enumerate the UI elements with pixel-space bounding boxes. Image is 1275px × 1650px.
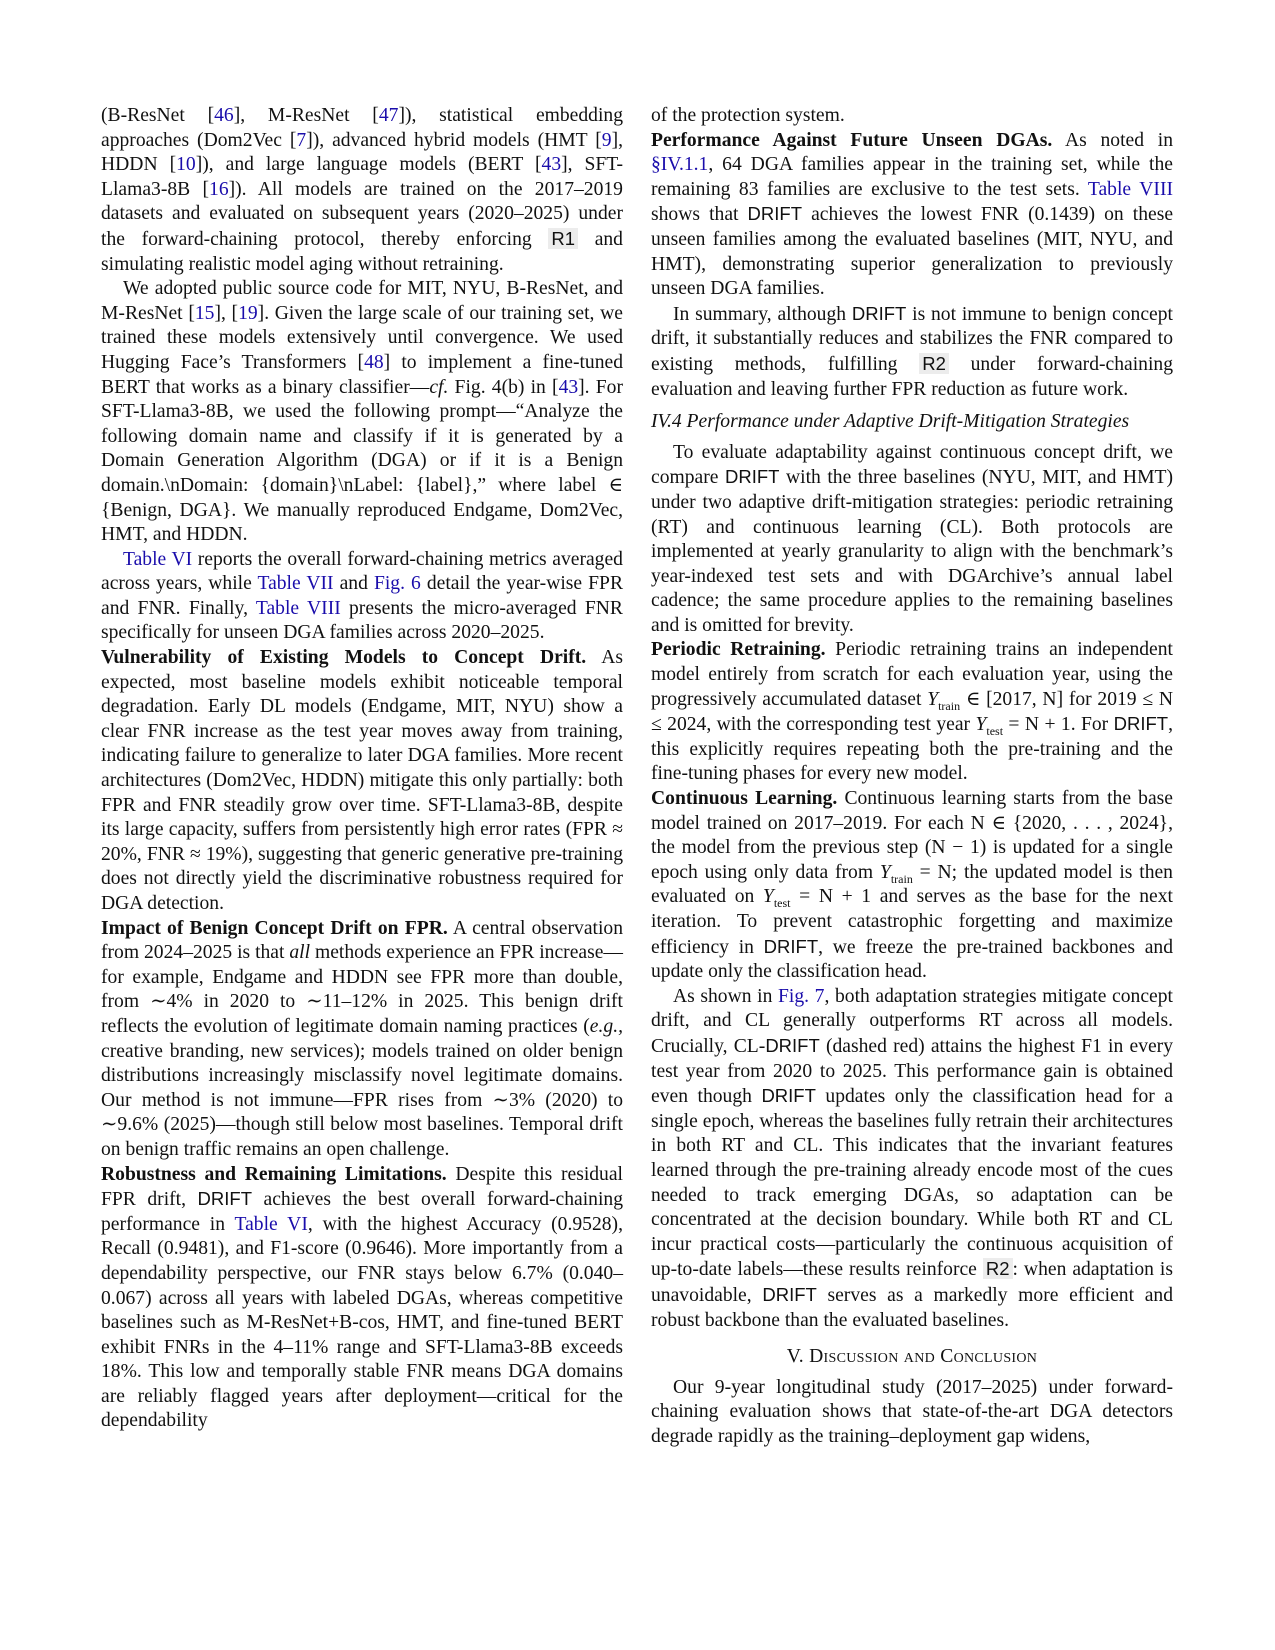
link-table-viii[interactable]: Table VIII [255, 597, 341, 619]
citation-19[interactable]: 19 [238, 302, 258, 324]
right-column [651, 104, 1173, 1449]
section-heading: V. Discussion and Conclusion [786, 1346, 1038, 1368]
link-fig-7[interactable]: Fig. 7 [778, 985, 825, 1007]
run-in-heading: Continuous Learning. [651, 788, 838, 810]
citation-7[interactable]: 7 [296, 129, 307, 151]
paragraph-continuation: of the protection system. [651, 105, 845, 126]
citation-16[interactable]: 16 [209, 178, 229, 200]
requirement-r1-tag[interactable]: R1 [548, 228, 578, 249]
paragraph-summary: In summary, although DRIFT is not immune to benign concept drift, it substantially reduces and stabilizes the FNR compared to existing methods, fulfilling R2 under forward-chaining evaluation and leaving further FPR reduction as future work. [651, 302, 1173, 400]
paragraph-robustness: Robustness and Remaining Limitations. Despite this residual FPR drift, DRIFT achieves the best overall forward-chaining performance in Table VI, with the highest Accuracy (0.9528), Recall (0.9481), and F1-score (0.9646). More importantly from a dependability perspective, our FNR stays below 6.7% (0.040–0.067) across all years with labeled DGAs, whereas competitive baselines such as M-ResNet+B-cos, HMT, and fine-tuned BERT exhibit FNRs in the 4–11% range and SFT-Llama3-8B exceeds 18%. This low and temporally stable FNR means DGA domains are reliably flagged years after deployment—critical for the dependability [101, 1163, 623, 1432]
run-in-heading: Impact of Benign Concept Drift on FPR. [101, 917, 448, 939]
run-in-heading: Robustness and Remaining Limitations. [101, 1163, 447, 1185]
paragraph-models-list: (B-ResNet [46], M-ResNet [47]), statistical embedding approaches (Dom2Vec [7]), advanced hybrid models (HMT [9], HDDN [10]), and large language models (BERT [43], SFT-Llama3-8B [16]). All models are trained on the 2017–2019 datasets and evaluated on subsequent years (2020–2025) under the forward-chaining protocol, thereby enforcing R1 and simulating realistic model aging without retraining. [101, 105, 624, 275]
link-table-viii[interactable]: Table VIII [1087, 178, 1173, 200]
drift-name: DRIFT [762, 1283, 817, 1305]
citation-48[interactable]: 48 [364, 351, 384, 373]
drift-name: DRIFT [765, 1034, 820, 1056]
citation-9[interactable]: 9 [601, 129, 612, 151]
paragraph-adaptation-results: As shown in Fig. 7, both adaptation strategies mitigate concept drift, and CL generally outperforms RT across all models. Crucially, CL-DRIFT (dashed red) attains the highest F1 in every test year from 2020 to 2025. This performance gain is obtained even though DRIFT updates only the classification head for a single epoch, whereas the baselines fully retrain their architectures in both RT and CL. This indicates that the invariant features learned through the pre-training already encode most of the cues needed to track emerging DGAs, so adaptation can be concentrated at the decision boundary. While both RT and CL incur practical costs—particularly the continuous acquisition of up-to-date labels—these results reinforce R2 : when adaptation is unavoidable, DRIFT serves as a markedly more efficient and robust backbone than the evaluated baselines. [651, 985, 1174, 1331]
citation-43[interactable]: 43 [558, 376, 579, 398]
requirement-r2-tag[interactable]: R2 [919, 353, 949, 374]
citation-43[interactable]: 43 [541, 154, 562, 176]
drift-name: DRIFT [761, 1085, 816, 1107]
run-in-heading: Vulnerability of Existing Models to Concept Drift. [101, 647, 587, 669]
drift-name: DRIFT [724, 466, 780, 488]
paragraph-benign-drift: Impact of Benign Concept Drift on FPR. A central observation from 2024–2025 is that all methods experience an FPR increase—for example, Endgame and HDDN see FPR more than double, from ∼4% in 2020 to ∼11–12% in 2025. This benign drift reflects the evolution of legitimate domain naming practices (e.g., creative branding, new services); models trained on older benign distributions increasingly misclassify novel legitimate domains. Our method is not immune—FPR rises from ∼3% (2020) to ∼9.6% (2025)—though still below most baselines. Temporal drift on benign traffic remains an open challenge. [101, 917, 623, 1160]
drift-name: DRIFT [1113, 713, 1169, 735]
paragraph-continuous-learning: Continuous Learning. Continuous learning starts from the base model trained on 2017–2019. For each N ∈ {2020, . . . , 2024}, the model from the previous step (N − 1) is updated for a single epoch using only data from $Y_{train} = N$; the updated model is then evaluated on $Y_{test} = N + 1$ and serves as the base for the next iteration. To prevent catastrophic forgetting and maximize efficiency in DRIFT, we freeze the pre-trained backbones and update only the classification head. [651, 788, 1173, 983]
paragraph-implementation: We adopted public source code for MIT, NYU, B-ResNet, and M-ResNet [15], [19]. Given the large scale of our training set, we trained these models extensively until convergence. We used Hugging Face’s Transformers [48] to implement a fine-tuned BERT that works as a binary classifier—cf. Fig. 4(b) in [43]. For SFT-Llama3-8B, we used the following prompt—“Analyze the following domain name and classify if it is generated by a Domain Generation Algorithm (DGA) or if it is a Benign domain.\nDomain: {domain}\nLabel: {label},” where label ∈ {Benign, DGA}. We manually reproduced Endgame, Dom2Vec, HMT, and HDDN. [101, 278, 624, 546]
link-section-iv-1-1[interactable]: §IV.1.1 [651, 154, 709, 176]
subsection-heading: IV.4 Performance under Adaptive Drift-Mitigation Strategies [651, 411, 1130, 433]
drift-name: DRIFT [197, 1188, 253, 1210]
link-fig-6[interactable]: Fig. 6 [373, 573, 421, 595]
run-in-heading: Performance Against Future Unseen DGAs. [651, 129, 1053, 151]
drift-name: DRIFT [851, 302, 907, 324]
left-column [101, 104, 623, 1449]
run-in-heading: Periodic Retraining. [651, 639, 826, 661]
link-table-vi[interactable]: Table VI [123, 548, 193, 570]
link-table-vi[interactable]: Table VI [234, 1213, 308, 1235]
paragraph-conclusion-start: Our 9-year longitudinal study (2017–2025) under forward-chaining evaluation shows that state-of-the-art DGA detectors degrade rapidly as the training–deployment gap widens, [651, 1376, 1173, 1447]
link-table-vii[interactable]: Table VII [257, 573, 334, 595]
drift-name: DRIFT [747, 203, 803, 225]
citation-10[interactable]: 10 [176, 154, 196, 176]
drift-name: DRIFT [763, 935, 819, 957]
paper-page [101, 104, 1173, 1449]
paragraph-adaptive-intro: To evaluate adaptability against continuous concept drift, we compare DRIFT with the three baselines (NYU, MIT, and HMT) under two adaptive drift-mitigation strategies: periodic retraining (RT) and continuous learning (CL). Both protocols are implemented at yearly granularity to align with the benchmark’s year-indexed test sets and with DGArchive’s annual label cadence; the same procedure applies to the remaining baselines and is omitted for brevity. [651, 441, 1173, 636]
citation-15[interactable]: 15 [194, 302, 215, 324]
citation-46[interactable]: 46 [214, 105, 234, 126]
paragraph-periodic-retraining: Periodic Retraining. Periodic retraining trains an independent model entirely from scratch for each evaluation year, using the progressively accumulated dataset $Y_{train}$ ∈ [2017, N] for 2019 ≤ N ≤ 2024, with the corresponding test year $Y_{test} = N + 1$. For DRIFT, this explicitly requires repeating both the pre-training and the fine-tuning phases for every new model. [651, 639, 1173, 785]
paragraph-results-overview: Table VI reports the overall forward-chaining metrics averaged across years, while Table VII and Fig. 6 detail the year-wise FPR and FNR. Finally, Table VIII presents the micro-averaged FNR specifically for unseen DGA families across 2020–2025. [101, 548, 624, 644]
citation-47[interactable]: 47 [378, 105, 399, 126]
requirement-r2-tag[interactable]: R2 [983, 1258, 1013, 1279]
paragraph-vulnerability: Vulnerability of Existing Models to Concept Drift. As expected, most baseline models exhibit noticeable temporal degradation. Early DL models (Endgame, MIT, NYU) show a clear FNR increase as the test year moves away from training, indicating failure to generalize to later DGA families. More recent architectures (Dom2Vec, HDDN) mitigate this only partially: both FPR and FNR steadily grow over time. SFT-Llama3-8B, despite its large capacity, suffers from persistently high error rates (FPR ≈ 20%, FNR ≈ 19%), suggesting that generic generative pre-training does not directly yield the discriminative robustness required for DGA detection. [101, 647, 624, 914]
paragraph-unseen-dgas: Performance Against Future Unseen DGAs. As noted in §IV.1.1, 64 DGA families appear in the training set, while the remaining 83 families are exclusive to the test sets. Table VIII shows that DRIFT achieves the lowest FNR (0.1439) on these unseen families among the evaluated baselines (MIT, NYU, and HMT), demonstrating superior generalization to previously unseen DGA families. [651, 129, 1174, 300]
